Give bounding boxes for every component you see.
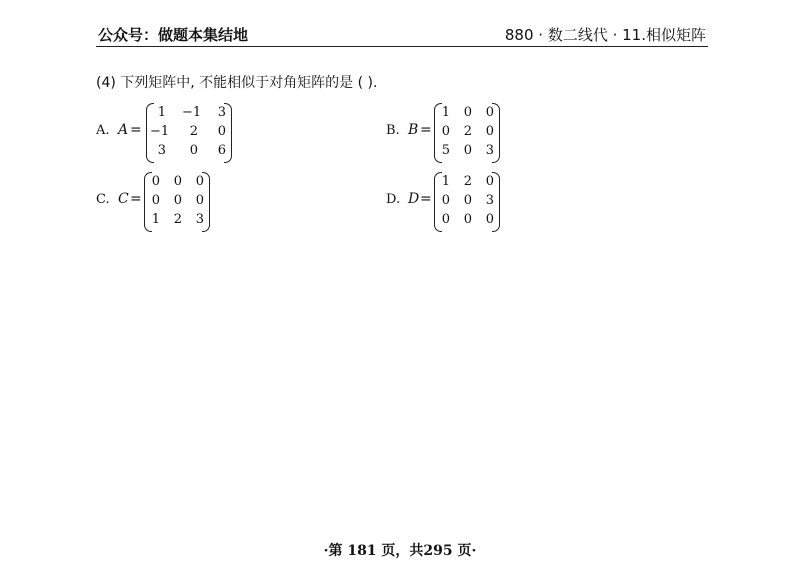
matrix-a-cell: 0 [217, 124, 226, 139]
header-chapter: 880 · 数二线代 · 11.相似矩阵 [504, 26, 706, 44]
header-source: 公众号：做题本集结地 [98, 26, 249, 44]
matrix-c-cell: 0 [151, 193, 160, 208]
matrix-c-cell: 3 [195, 212, 204, 227]
matrix-d-cell: 0 [485, 212, 494, 227]
matrix-d-cell: 0 [463, 212, 472, 227]
matrix-b-cell: 0 [485, 124, 494, 139]
matrix-a-cell: −1 [182, 105, 202, 120]
matrix-c [144, 172, 210, 232]
matrix-c-cell: 0 [195, 174, 204, 189]
matrix-b [434, 103, 500, 163]
matrix-b-cell: 5 [441, 143, 450, 158]
matrix-a-cell: −1 [150, 124, 170, 139]
option-b-letter: B. [386, 123, 400, 138]
option-d-letter: D. [386, 192, 401, 207]
option-b-equals: = [420, 122, 432, 138]
matrix-b-cell: 0 [485, 105, 494, 120]
question-stem: (4) 下列矩阵中, 不能相似于对角矩阵的是 ( ). [96, 75, 378, 91]
matrix-b-cell: 0 [463, 105, 472, 120]
matrix-b-cell: 2 [463, 124, 472, 139]
matrix-d-cell: 1 [441, 174, 450, 189]
matrix-a [146, 103, 232, 163]
matrix-d-cell: 0 [441, 193, 450, 208]
page-header [96, 24, 708, 47]
option-d-variable: D [408, 191, 420, 207]
matrix-c-cell: 0 [173, 174, 182, 189]
matrix-d [434, 172, 500, 232]
matrix-a-cell: 3 [217, 105, 226, 120]
matrix-d-cell: 2 [463, 174, 472, 189]
matrix-c-cell: 0 [151, 174, 160, 189]
option-b-variable: B [408, 122, 419, 138]
matrix-b-cell: 0 [441, 124, 450, 139]
option-a [96, 103, 276, 163]
matrix-b-cell: 1 [441, 105, 450, 120]
matrix-a-cell: 1 [157, 105, 166, 120]
matrix-a-cell: 0 [189, 143, 198, 158]
matrix-a-cell: 2 [189, 124, 198, 139]
matrix-c-cell: 0 [173, 193, 182, 208]
option-a-equals: = [130, 122, 142, 138]
option-c-equals: = [130, 191, 142, 207]
matrix-b-cell: 3 [485, 143, 494, 158]
option-c [96, 172, 276, 232]
page-footer: ·第 181 页，共295 页· [323, 543, 477, 559]
option-a-letter: A. [96, 123, 110, 138]
matrix-d-cell: 0 [441, 212, 450, 227]
matrix-a-cell: 3 [157, 143, 166, 158]
option-a-variable: A [118, 122, 129, 138]
option-d [386, 172, 566, 232]
matrix-d-cell: 3 [485, 193, 494, 208]
option-c-variable: C [118, 191, 129, 207]
option-b [386, 103, 566, 163]
matrix-d-cell: 0 [485, 174, 494, 189]
matrix-c-cell: 0 [195, 193, 204, 208]
option-c-letter: C. [96, 192, 110, 207]
matrix-a-cell: 6 [217, 143, 226, 158]
matrix-c-cell: 1 [151, 212, 160, 227]
matrix-d-cell: 0 [463, 193, 472, 208]
matrix-c-cell: 2 [173, 212, 182, 227]
matrix-b-cell: 0 [463, 143, 472, 158]
option-d-equals: = [420, 191, 432, 207]
